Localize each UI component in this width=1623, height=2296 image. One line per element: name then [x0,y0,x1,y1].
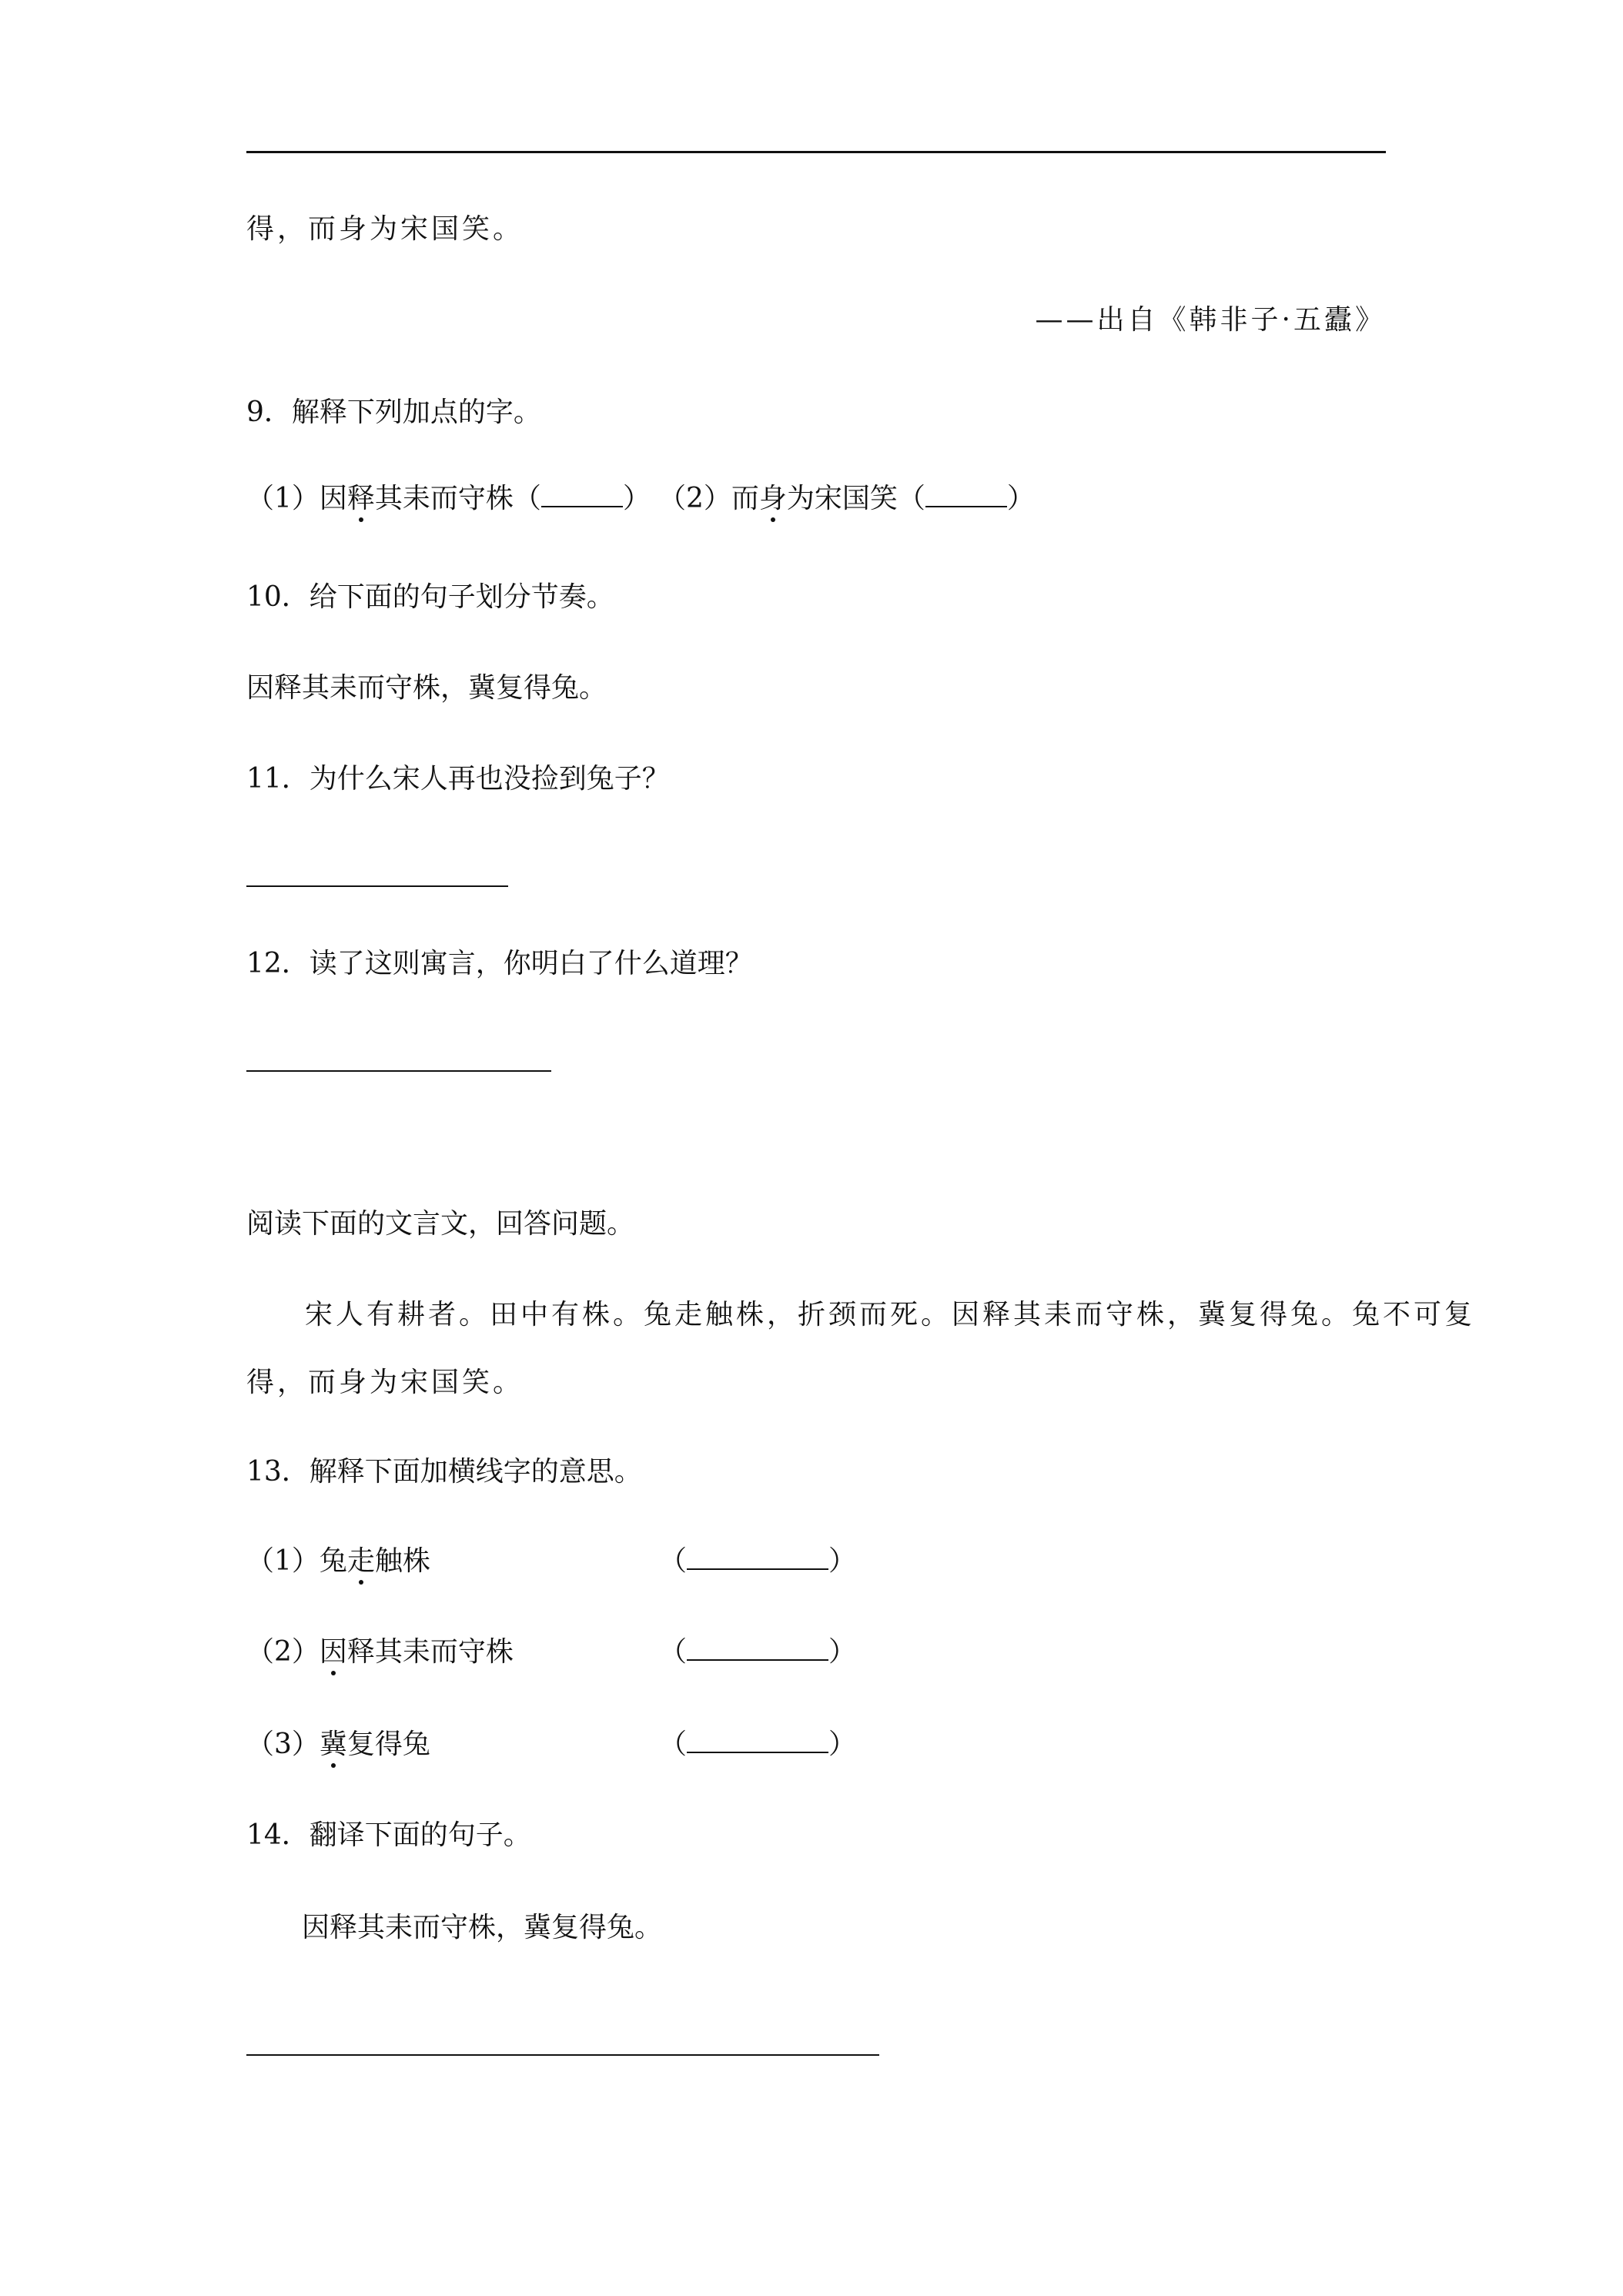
passage-tail: 得，而身为宋国笑。 [246,213,524,245]
q13-item1-open: （ [659,1545,688,1577]
q9-item1-post: 其耒而守株（ [374,483,541,514]
q13-item2-dotted-char: 因 [319,1636,347,1668]
q13-item3-post: 复得兔 [346,1729,430,1760]
question-9-title: 9．解释下列加点的字。 [246,397,541,428]
q13-item1-dotted-char: 走 [346,1545,375,1577]
q13-item3-blank[interactable] [687,1729,828,1753]
question-14-answer-line[interactable] [246,2054,879,2056]
q13-item2-pre: （2） [246,1636,320,1668]
q13-item3-answer [659,1728,856,1762]
q9-item1-dotted-char: 释 [346,483,375,514]
q13-item2-answer [659,1635,856,1669]
q9-item1-blank[interactable] [541,483,623,507]
question-11-title: 11．为什么宋人再也没捡到兔子？ [246,763,670,795]
q9-item2-blank[interactable] [925,483,1007,507]
q13-item2-open: （ [659,1636,688,1668]
q13-item1-blank[interactable] [687,1545,828,1570]
question-12-title: 12．读了这则寓言，你明白了什么道理？ [246,948,753,979]
question-13-title: 13．解释下面加横线字的意思。 [246,1456,642,1488]
question-14-title: 14．翻译下面的句子。 [246,1819,531,1851]
q13-item1-answer [659,1545,856,1578]
q13-item2-close: ） [828,1636,857,1668]
q13-item1-pre: （1）兔 [246,1545,347,1577]
q9-item2-post: 为宋国笑（ [786,483,925,514]
q13-item3-open: （ [659,1729,688,1760]
q13-item2-post: 释其耒而守株 [346,1636,514,1668]
q13-item3-close: ） [828,1729,857,1760]
question-9-items [246,482,1035,516]
q13-item-1 [246,1545,430,1578]
question-10-sentence: 因释其耒而守株，冀复得兔。 [246,672,607,704]
q9-item2-close: ） [1006,483,1035,514]
q9-item2-dotted-char: 身 [758,483,787,514]
passage-source: ——出自《韩非子·五蠹》 [1035,304,1386,336]
q13-item3-pre: （3） [246,1729,320,1760]
header-rule [246,151,1386,153]
q13-item-2 [246,1635,514,1669]
q13-item1-close: ） [828,1545,857,1577]
q13-item-3 [246,1728,430,1762]
question-12-answer-line[interactable] [246,1070,551,1072]
passage-line-1: 宋人有耕者。田中有株。兔走触株，折颈而死。因释其耒而守株，冀复得兔。兔不可复 [305,1299,1476,1330]
section-intro: 阅读下面的文言文，回答问题。 [246,1208,635,1240]
passage-line-2: 得，而身为宋国笑。 [246,1367,524,1398]
q13-item1-post: 触株 [374,1545,430,1577]
question-10-title: 10．给下面的句子划分节奏。 [246,581,614,613]
question-11-answer-line[interactable] [246,885,508,887]
q13-item3-dotted-char: 冀 [319,1729,347,1760]
question-14-sentence: 因释其耒而守株，冀复得兔。 [302,1912,663,1943]
q9-item1-close: ） [622,483,651,514]
q13-item2-blank[interactable] [687,1636,828,1661]
q9-item2-pre: （2）而 [658,483,759,514]
q9-item1-pre: （1）因 [246,483,347,514]
